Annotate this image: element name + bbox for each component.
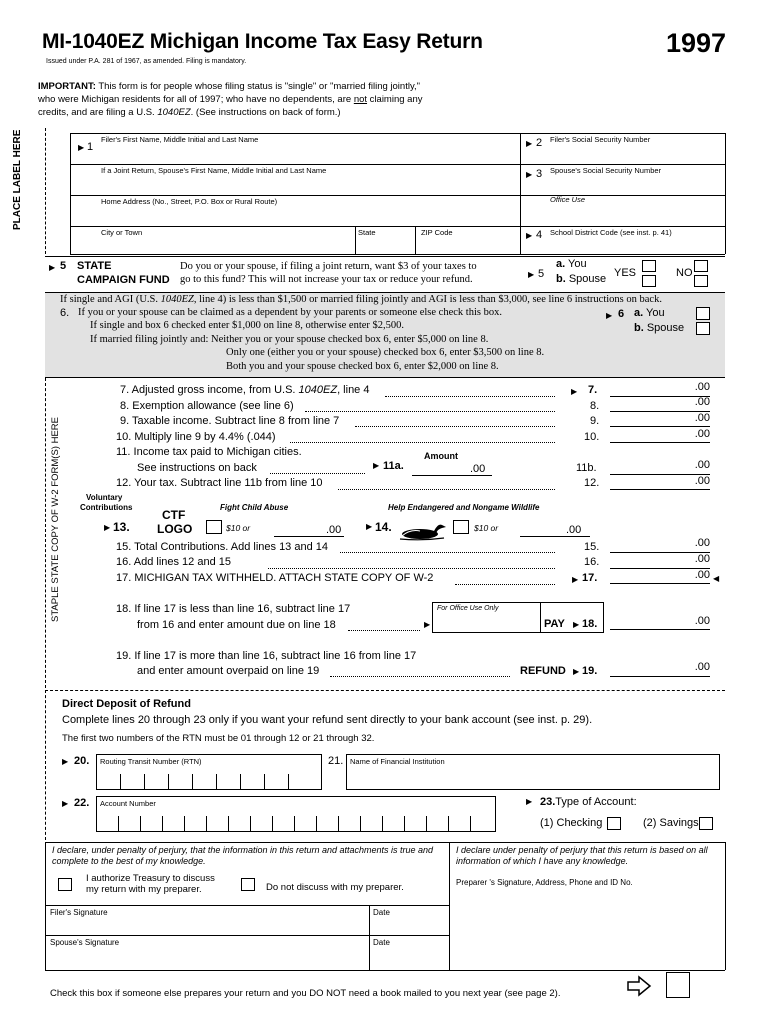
arrow-icon: ▶ <box>78 143 85 152</box>
address-field[interactable]: Home Address (No., Street, P.O. Box or Rural Route) <box>101 197 278 206</box>
line8-text: 8. Exemption allowance (see line 6) <box>120 400 294 412</box>
arrow-icon: ▶ <box>526 797 533 806</box>
line6-num: 6. <box>60 307 70 319</box>
line19-text2: and enter amount overpaid on line 19 <box>137 665 320 677</box>
routing-number-label: Routing Transit Number (RTN) <box>100 757 202 766</box>
arrow-icon: ▶ <box>424 620 431 629</box>
left-arrow-icon: ◀ <box>713 574 720 583</box>
filer-date-field[interactable]: Date <box>373 908 390 917</box>
important-line2a: who were Michigan residents for all of 1997; who have no dependents, are <box>38 94 354 105</box>
refund-label: REFUND <box>520 665 566 677</box>
line11b-cents: .00 <box>694 459 710 471</box>
arrow-icon: ▶ <box>62 799 69 808</box>
amount-label: Amount <box>424 451 458 461</box>
line10-text: 10. Multiply line 9 by 4.4% (.044) <box>116 431 276 443</box>
line6-a: a. You <box>634 307 665 319</box>
arrow-icon: ▶ <box>373 461 380 470</box>
line6-mfj: If married filing jointly and: Neither you or your spouse checked box 6, enter $5,000 on line 8. <box>90 334 489 345</box>
line10-ref: 10. <box>584 431 600 443</box>
checking-checkbox[interactable] <box>607 817 621 830</box>
arrow-icon: ▶ <box>49 263 56 272</box>
line9-cents: .00 <box>694 412 710 424</box>
arrow-icon: ▶ <box>573 667 580 676</box>
spouse-signature-field[interactable]: Spouse's Signature <box>50 938 120 947</box>
arrow-icon: ▶ <box>526 170 533 179</box>
voluntary-label2: Contributions <box>80 503 133 512</box>
campaign-spouse-yes-checkbox[interactable] <box>642 275 656 287</box>
line11b-ref: 11b. <box>576 462 597 474</box>
line10-cents: .00 <box>694 428 710 440</box>
line11a-cents: .00 <box>470 463 486 475</box>
wildlife-checkbox[interactable] <box>453 520 469 534</box>
important-line3b: . (See instructions on back of form.) <box>190 107 341 118</box>
savings-label: (2) Savings <box>643 817 699 829</box>
line11a-ref: 11a. <box>383 460 404 472</box>
city-field[interactable]: City or Town <box>101 228 143 237</box>
account-number-label: Account Number <box>100 799 156 808</box>
line6-single: If single and box 6 checked enter $1,000 on line 8, otherwise enter $2,500. <box>90 320 405 331</box>
line16-text: 16. Add lines 12 and 15 <box>116 556 231 568</box>
line4-num: 4 <box>536 229 543 241</box>
line17-ref: 17. <box>582 572 598 584</box>
arrow-icon: ▶ <box>571 387 578 396</box>
yes-label: YES <box>614 267 637 279</box>
line13-amount[interactable] <box>274 536 344 537</box>
line11a-amount[interactable] <box>412 475 492 476</box>
line21-num: 21. <box>328 755 344 767</box>
line10-amount[interactable] <box>610 442 710 443</box>
arrow-icon: ▶ <box>526 139 533 148</box>
line15-cents: .00 <box>694 537 710 549</box>
line14-cents: .00 <box>566 524 582 536</box>
line17-text: 17. MICHIGAN TAX WITHHELD. ATTACH STATE COPY OF W-2 <box>116 572 434 584</box>
line1-num: 1 <box>87 141 94 153</box>
arrow-icon: ▶ <box>528 270 535 279</box>
arrow-icon: ▶ <box>526 231 533 240</box>
line9-ref: 9. <box>590 415 600 427</box>
campaign-spouse-no-checkbox[interactable] <box>694 275 708 287</box>
line17-amount[interactable] <box>610 583 710 584</box>
arrow-icon: ▶ <box>104 523 111 532</box>
line6-only-one: Only one (either you or your spouse) checked box 6, enter $3,500 on line 8. <box>226 347 545 358</box>
deposit-instructions: Complete lines 20 through 23 only if you want your refund sent directly to your bank account (see inst. p. 29). <box>62 714 593 726</box>
rtn-note: The first two numbers of the RTN must be 01 through 12 or 21 through 32. <box>62 733 375 744</box>
line18-ref: 18. <box>582 618 598 630</box>
important-notice <box>38 80 458 119</box>
loon-logo-icon <box>398 519 448 541</box>
line19-text1: 19. If line 17 is more than line 16, subtract line 16 from line 17 <box>116 650 417 662</box>
school-district-field[interactable]: School District Code (see inst. p. 41) <box>550 228 672 237</box>
line9-amount[interactable] <box>610 426 710 427</box>
line18-text2: from 16 and enter amount due on line 18 <box>137 619 336 631</box>
line14-amount[interactable] <box>520 536 590 537</box>
filer-name-field[interactable]: Filer's First Name, Middle Initial and Last Name <box>101 135 259 144</box>
savings-checkbox[interactable] <box>699 817 713 830</box>
pay-label: PAY <box>544 618 565 630</box>
campaign-question1: Do you or your spouse, if filing a joint return, want $3 of your taxes to <box>180 261 477 272</box>
campaign-you-yes-checkbox[interactable] <box>642 260 656 272</box>
filer-ssn-field[interactable]: Filer's Social Security Number <box>550 135 651 144</box>
important-line2b: claiming any <box>367 94 423 105</box>
important-form-ref: 1040EZ <box>157 107 191 118</box>
authority-note: Issued under P.A. 281 of 1967, as amended. Filing is mandatory. <box>46 58 247 65</box>
line11-sub: See instructions on back <box>137 462 257 474</box>
institution-name-label: Name of Financial Institution <box>350 757 445 766</box>
line14-num: 14. <box>375 520 392 534</box>
line13-num: 13. <box>113 520 130 534</box>
authorize-line1: I authorize Treasury to discuss <box>86 873 215 884</box>
wildlife-ten-or: $10 or <box>474 523 499 533</box>
line19-ref: 19. <box>582 665 598 677</box>
campaign-you-no-checkbox[interactable] <box>694 260 708 272</box>
line6-ref: 6 <box>618 308 625 320</box>
arrow-icon: ▶ <box>573 620 580 629</box>
line6-intro: If single and AGI (U.S. 1040EZ, line 4) is less than $1,500 or married filing jointly and AGI is less than $3,000, see line 6 instructions on back. <box>60 294 662 305</box>
office-use-only-label: For Office Use Only <box>437 605 499 612</box>
preparer-signature-field[interactable]: Preparer 's Signature, Address, Phone and ID No. <box>456 878 633 887</box>
campaign-question2: go to this fund? This will not increase your tax or reduce your refund. <box>180 274 473 285</box>
no-book-checkbox[interactable] <box>666 972 690 998</box>
line5-a: a. You <box>556 258 587 270</box>
line7-ref: 7. <box>588 384 598 396</box>
ctf-ten-or: $10 or <box>226 523 251 533</box>
line6-b: b. Spouse <box>634 322 685 334</box>
important-line3a: credits, and are filing a U.S. <box>38 107 158 118</box>
line8-ref: 8. <box>590 400 600 412</box>
perjury-preparer: I declare under penalty of perjury that this return is based on all information of which I have any knowledge. <box>456 845 708 866</box>
line13-cents: .00 <box>326 524 342 536</box>
spouse-name-field[interactable]: If a Joint Return, Spouse's First Name, Middle Initial and Last Name <box>101 166 327 175</box>
line18-cents: .00 <box>694 615 710 627</box>
form-title: MI-1040EZ Michigan Income Tax Easy Return <box>42 30 483 53</box>
footer-check-text: Check this box if someone else prepares your return and you DO NOT need a book mailed to you next year (see page 2). <box>50 988 561 999</box>
spouse-ssn-field[interactable]: Spouse's Social Security Number <box>550 166 662 175</box>
line23-label: 23.Type of Account: <box>540 796 637 808</box>
perjury-filer: I declare, under penalty of perjury, that the information in this return and attachments is true and complete to the best of my knowledge. <box>52 845 434 866</box>
line19-amount[interactable] <box>610 676 710 677</box>
important-not: not <box>353 94 368 105</box>
endangered-wildlife-label: Help Endangered and Nongame Wildlife <box>388 503 540 512</box>
line15-ref: 15. <box>584 541 600 553</box>
checking-label: (1) Checking <box>540 817 603 829</box>
spouse-date-field[interactable]: Date <box>373 938 390 947</box>
important-line1: This form is for people whose filing status is "single" or "married filing jointly," <box>95 81 421 92</box>
line12-ref: 12. <box>584 477 600 489</box>
line5-ref: 5 <box>538 268 545 280</box>
zip-field[interactable]: ZIP Code <box>421 228 453 237</box>
state-field[interactable]: State <box>358 228 376 237</box>
voluntary-label1: Voluntary <box>86 493 123 502</box>
line6-question: If you or your spouse can be claimed as a dependent by your parents or someone else check this box. <box>78 307 502 318</box>
line7-cents: .00 <box>694 381 710 393</box>
filer-signature-field[interactable]: Filer's Signature <box>50 908 108 917</box>
pointing-arrow-icon <box>626 975 652 997</box>
logo-text: LOGO <box>157 522 193 536</box>
authorize-line2: my return with my preparer. <box>86 884 202 895</box>
important-label: IMPORTANT: <box>38 81 96 92</box>
no-label: NO <box>676 267 693 279</box>
place-label-text: PLACE LABEL HERE <box>12 129 23 230</box>
line20-num: 20. <box>74 755 90 767</box>
authorize-checkbox[interactable] <box>58 878 72 891</box>
ctf-text: CTF <box>162 508 186 522</box>
line6-both: Both you and your spouse checked box 6, enter $2,000 on line 8. <box>226 361 499 372</box>
line18-text1: 18. If line 17 is less than line 16, subtract line 17 <box>116 603 351 615</box>
campaign-title2: CAMPAIGN FUND <box>77 274 170 286</box>
arrow-icon: ▶ <box>366 522 373 531</box>
institution-name-field[interactable] <box>346 754 720 790</box>
dependent-spouse-checkbox[interactable] <box>696 322 710 335</box>
line7-text: 7. Adjusted gross income, from U.S. 1040EZ, line 4 <box>120 384 370 396</box>
line16-cents: .00 <box>694 553 710 565</box>
line5-b: b. Spouse <box>556 273 607 285</box>
tax-year: 1997 <box>666 28 727 58</box>
ctf-checkbox[interactable] <box>206 520 222 534</box>
line16-ref: 16. <box>584 556 600 568</box>
line17-cents: .00 <box>694 569 710 581</box>
office-use-label: Office Use <box>550 195 586 204</box>
line5-num: 5 <box>60 260 67 272</box>
do-not-discuss-checkbox[interactable] <box>241 878 255 891</box>
fight-child-abuse-label: Fight Child Abuse <box>220 503 289 512</box>
line15-text: 15. Total Contributions. Add lines 13 and 14 <box>116 541 329 553</box>
line11-text: 11. Income tax paid to Michigan cities. <box>116 446 302 458</box>
line12-amount[interactable] <box>610 489 710 490</box>
campaign-title1: STATE <box>77 260 112 272</box>
arrow-icon: ▶ <box>572 575 579 584</box>
arrow-icon: ▶ <box>62 757 69 766</box>
line3-num: 3 <box>536 168 543 180</box>
line12-cents: .00 <box>694 475 710 487</box>
do-not-discuss-label: Do not discuss with my preparer. <box>266 882 404 893</box>
arrow-icon: ▶ <box>606 311 613 320</box>
line18-amount[interactable] <box>610 629 710 630</box>
deposit-title: Direct Deposit of Refund <box>62 698 191 710</box>
line22-num: 22. <box>74 797 90 809</box>
staple-text: STAPLE STATE COPY OF W-2 FORM(S) HERE <box>50 417 61 622</box>
line8-cents: .00 <box>694 396 710 408</box>
line19-cents: .00 <box>694 661 710 673</box>
line9-text: 9. Taxable income. Subtract line 8 from line 7 <box>120 415 340 427</box>
line12-text: 12. Your tax. Subtract line 11b from line 10 <box>116 477 323 489</box>
line2-num: 2 <box>536 137 543 149</box>
dependent-you-checkbox[interactable] <box>696 307 710 320</box>
